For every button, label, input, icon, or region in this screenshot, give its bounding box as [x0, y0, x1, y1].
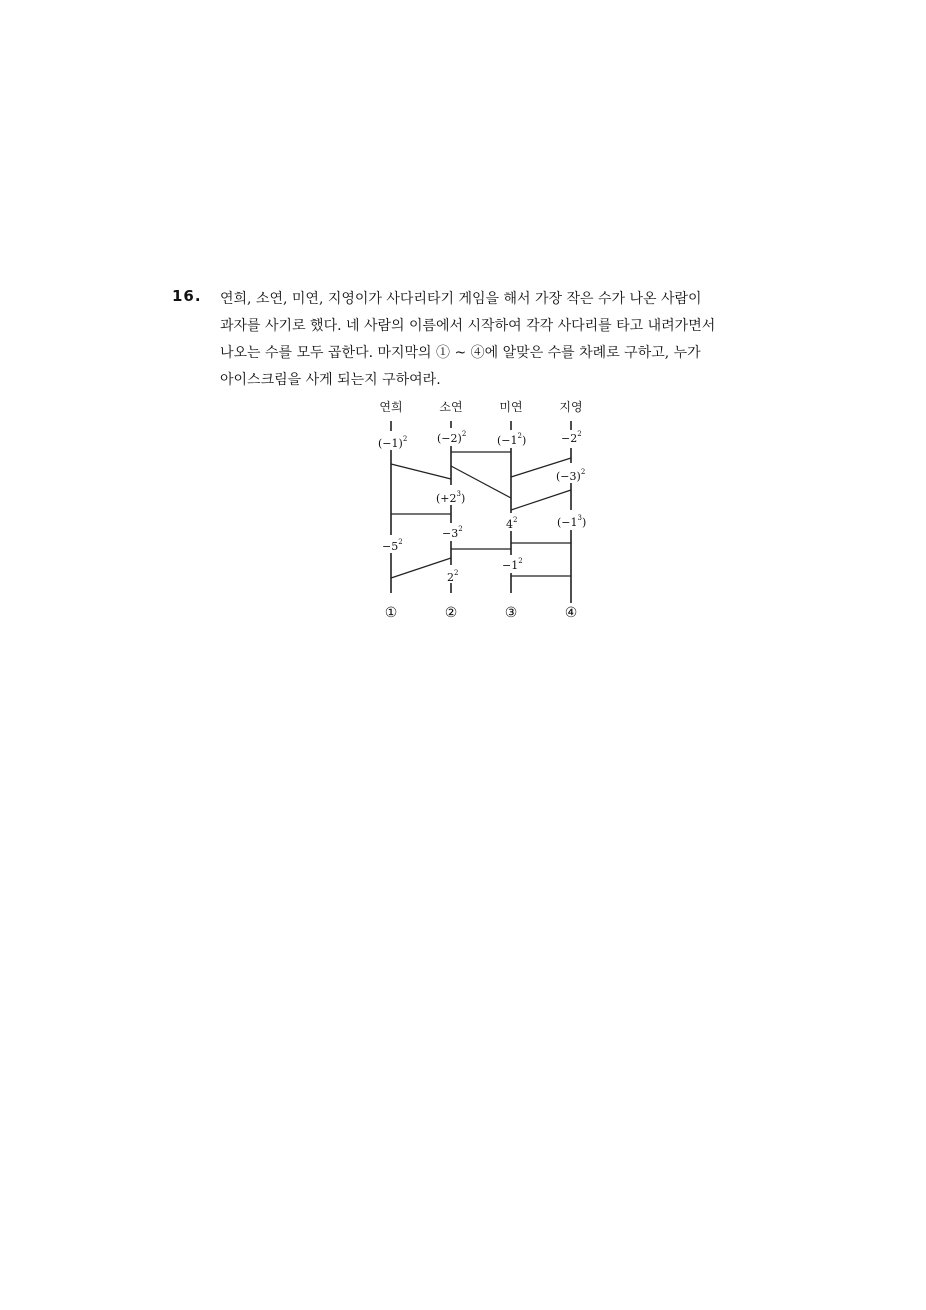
name-miyeon: 미연	[499, 400, 523, 414]
ladder-svg	[360, 395, 600, 627]
value-jiyeong-3: $(-1^3)$	[557, 514, 587, 529]
rung-miyeon-jiyeong-diag-2	[511, 490, 571, 510]
problem-line-2: 과자를 사기로 했다. 네 사람의 이름에서 시작하여 각각 사다리를 타고 내려가면서	[220, 318, 716, 334]
value-soyeon-4: $2^2$	[447, 569, 459, 584]
name-yeonhui: 연희	[379, 400, 403, 414]
ladder-diagram	[360, 395, 600, 627]
rung-yeonhui-soyeon-diag	[391, 464, 451, 479]
answer-blank-4: ④	[564, 605, 578, 621]
value-yeonhui-2: $-5^2$	[382, 538, 403, 553]
problem-line-3: 나오는 수를 모두 곱한다. 마지막의 ① ~ ④에 알맞은 수를 차례로 구하고, 누가	[220, 345, 701, 361]
value-miyeon-3: $-1^2$	[502, 557, 523, 572]
name-jiyeong: 지영	[559, 400, 583, 414]
value-soyeon-3: $-3^2$	[442, 525, 463, 540]
value-soyeon-1: $(-2)^2$	[437, 430, 467, 445]
problem-text	[220, 287, 760, 395]
value-soyeon-2: $(+2^3)$	[436, 490, 466, 505]
problem-line-4: 아이스크림을 사게 되는지 구하여라.	[220, 372, 441, 388]
answer-blank-2: ②	[444, 605, 458, 621]
value-jiyeong-1: $-2^2$	[561, 430, 582, 445]
problem-number: 16.	[172, 287, 202, 305]
value-yeonhui-1: $(-1)^2$	[378, 435, 408, 450]
answer-blank-1: ①	[384, 605, 398, 621]
answer-blank-3: ③	[504, 605, 518, 621]
value-miyeon-1: $(-1^2)$	[497, 432, 527, 447]
problem-line-1: 연희, 소연, 미연, 지영이가 사다리타기 게임을 해서 가장 작은 수가 나온 사람이	[220, 291, 702, 307]
value-miyeon-2: $4^2$	[506, 516, 518, 531]
value-jiyeong-2: $(-3)^2$	[556, 468, 586, 483]
name-soyeon: 소연	[439, 400, 463, 414]
rung-yeonhui-soyeon-diag-2	[391, 558, 451, 578]
